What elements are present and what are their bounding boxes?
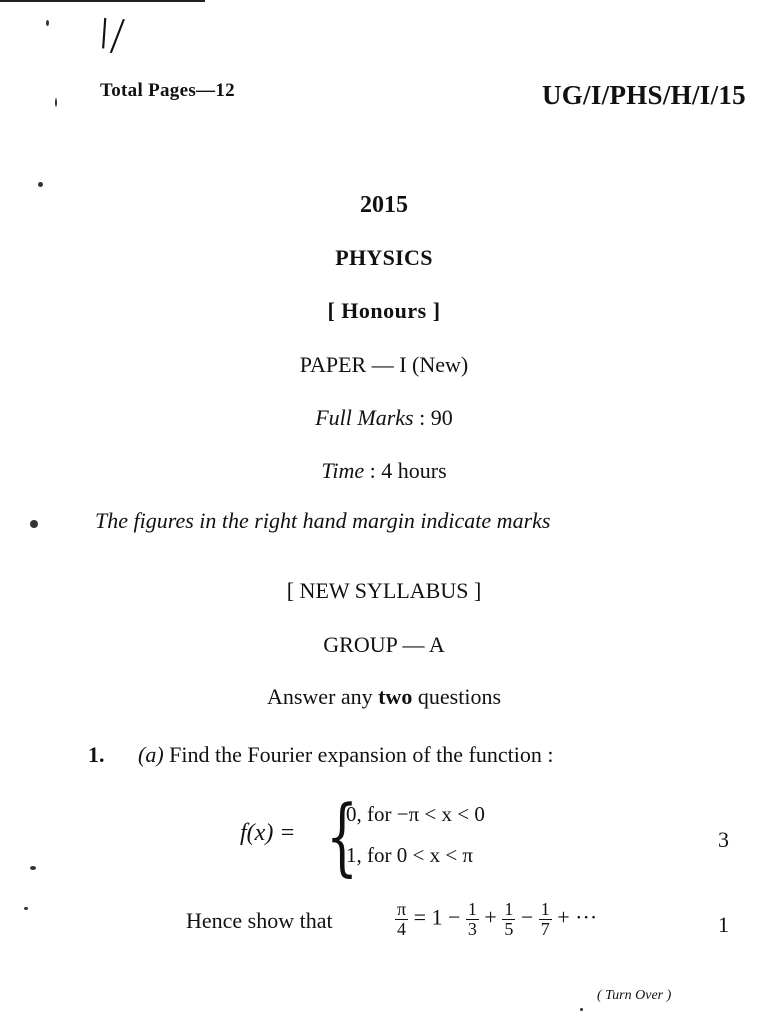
marks-part-a: 3 bbox=[718, 827, 729, 852]
scan-speck bbox=[46, 20, 49, 26]
subject-title: PHYSICS bbox=[335, 245, 433, 270]
series-tail: + ··· bbox=[557, 904, 598, 930]
hence-text: Hence show that bbox=[186, 908, 333, 933]
part-text: Find the Fourier expansion of the function : bbox=[169, 742, 554, 767]
scan-speck bbox=[38, 182, 43, 187]
part-label: (a) bbox=[138, 742, 164, 767]
full-marks-value: : 90 bbox=[419, 405, 453, 430]
fraction-one-third bbox=[466, 900, 479, 939]
course-level: [ Honours ] bbox=[327, 298, 441, 323]
paper-number: PAPER — I (New) bbox=[299, 352, 469, 377]
fraction-one-seventh bbox=[539, 900, 552, 939]
fraction-denominator: 4 bbox=[397, 918, 407, 939]
time-label: Time bbox=[321, 458, 365, 483]
equals-one: = 1 − bbox=[413, 904, 461, 930]
piecewise-case-2: 1, for 0 < x < π bbox=[346, 843, 474, 867]
scan-speck bbox=[30, 520, 38, 528]
fraction-numerator: π bbox=[397, 899, 407, 919]
time-value: : 4 hours bbox=[369, 458, 447, 483]
fraction-denominator: 3 bbox=[467, 918, 477, 939]
paper-code: UG/I/PHS/H/I/15 bbox=[541, 80, 746, 110]
plus-sign: + bbox=[484, 904, 497, 930]
fraction-pi-over-4 bbox=[395, 900, 408, 939]
function-lhs: f(x) = bbox=[240, 820, 296, 846]
scan-speck bbox=[580, 1008, 583, 1011]
answer-emphasis: two bbox=[378, 684, 413, 709]
full-marks-label: Full Marks bbox=[315, 405, 414, 430]
fraction-numerator: 1 bbox=[540, 899, 550, 919]
piecewise-brace: { bbox=[326, 787, 359, 885]
fraction-denominator: 5 bbox=[504, 918, 514, 939]
handwritten-mark: I/ bbox=[96, 9, 127, 60]
turn-over-note: ( Turn Over ) bbox=[597, 988, 672, 1003]
fraction-denominator: 7 bbox=[540, 918, 550, 939]
minus-sign: − bbox=[520, 904, 534, 930]
exam-time bbox=[0, 458, 768, 484]
total-pages: Total Pages—12 bbox=[100, 80, 235, 101]
fraction-numerator: 1 bbox=[467, 899, 477, 919]
fraction-one-fifth bbox=[502, 900, 515, 939]
marks-hence: 1 bbox=[718, 912, 729, 937]
scan-speck bbox=[30, 866, 36, 870]
series-equation bbox=[395, 900, 597, 939]
question-number: 1. bbox=[88, 742, 105, 767]
answer-suffix: questions bbox=[417, 684, 502, 709]
top-rule bbox=[0, 0, 205, 2]
answer-instruction bbox=[0, 684, 768, 710]
syllabus-label: [ NEW SYLLABUS ] bbox=[286, 578, 482, 603]
full-marks bbox=[0, 405, 768, 431]
scan-speck bbox=[55, 98, 57, 107]
piecewise-case-1: 0, for −π < x < 0 bbox=[346, 802, 485, 826]
fraction-numerator: 1 bbox=[504, 899, 514, 919]
marks-instruction: The figures in the right hand margin indicate marks bbox=[95, 508, 551, 533]
answer-prefix: Answer any bbox=[266, 684, 373, 709]
question-part bbox=[138, 742, 553, 768]
exam-year: 2015 bbox=[360, 192, 408, 218]
scan-speck bbox=[24, 907, 28, 910]
group-heading: GROUP — A bbox=[323, 632, 445, 657]
